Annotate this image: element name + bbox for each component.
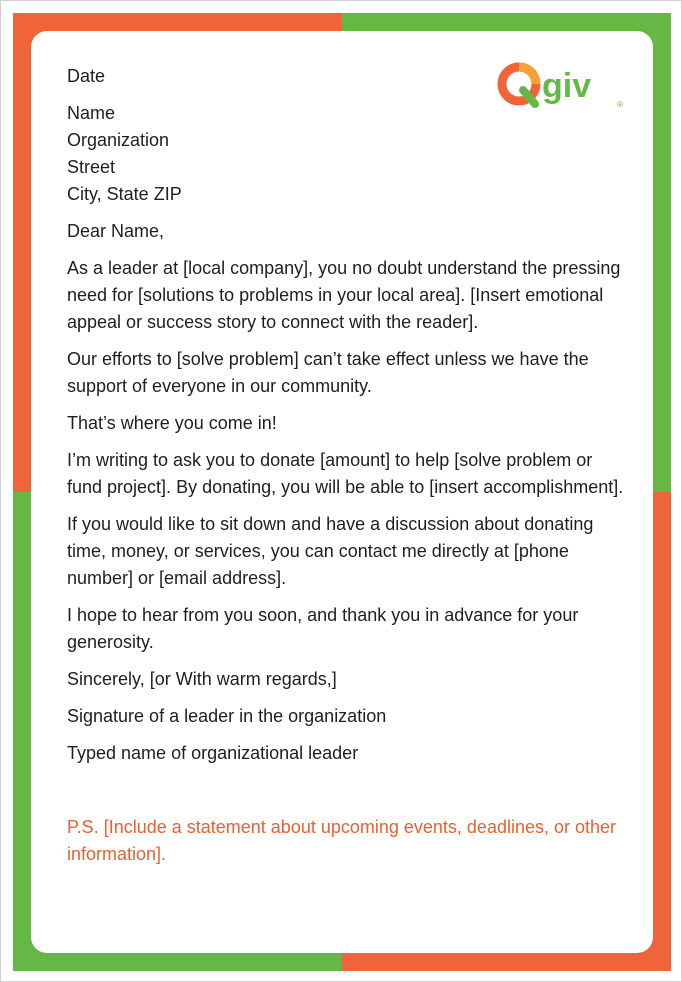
letter-paragraph: Our efforts to [solve problem] can’t take effect unless we have the support of everyone in our community. <box>67 349 589 396</box>
letter-typed-name: Typed name of organizational leader <box>67 743 359 763</box>
letter-date: Date <box>67 66 106 86</box>
logo-registered: ® <box>617 100 623 109</box>
letter-paragraph: As a leader at [local company], you no doubt understand the pressing need for [solutions to problems in your local area]. [Insert emotional appeal or success story to connect with the reader]. <box>67 258 621 332</box>
address-name: Name <box>67 103 116 123</box>
letter-salutation: Dear Name, <box>67 221 165 241</box>
letter-closing: Sincerely, [or With warm regards,] <box>67 669 337 689</box>
letter-paragraph: I hope to hear from you soon, and thank you in advance for your generosity. <box>67 605 579 652</box>
logo-wordmark: giv <box>542 67 592 105</box>
letter-signature: Signature of a leader in the organization <box>67 706 387 726</box>
letter-paragraph: I’m writing to ask you to donate [amount] to help [solve problem or fund project]. By donating, you will be able to [insert accomplishment]. <box>67 450 624 497</box>
address-organization: Organization <box>67 130 170 150</box>
letter-paragraph: If you would like to sit down and have a discussion about donating time, money, or services, you can contact me directly at [phone number] or [email address]. <box>67 514 594 588</box>
letter-paragraph: That’s where you come in! <box>67 413 277 433</box>
address-street: Street <box>67 157 116 177</box>
letter-postscript: P.S. [Include a statement about upcoming events, deadlines, or other information]. <box>67 817 617 864</box>
letter-body <box>67 63 627 878</box>
address-city-state-zip: City, State ZIP <box>67 184 182 204</box>
letter-address <box>67 100 627 208</box>
